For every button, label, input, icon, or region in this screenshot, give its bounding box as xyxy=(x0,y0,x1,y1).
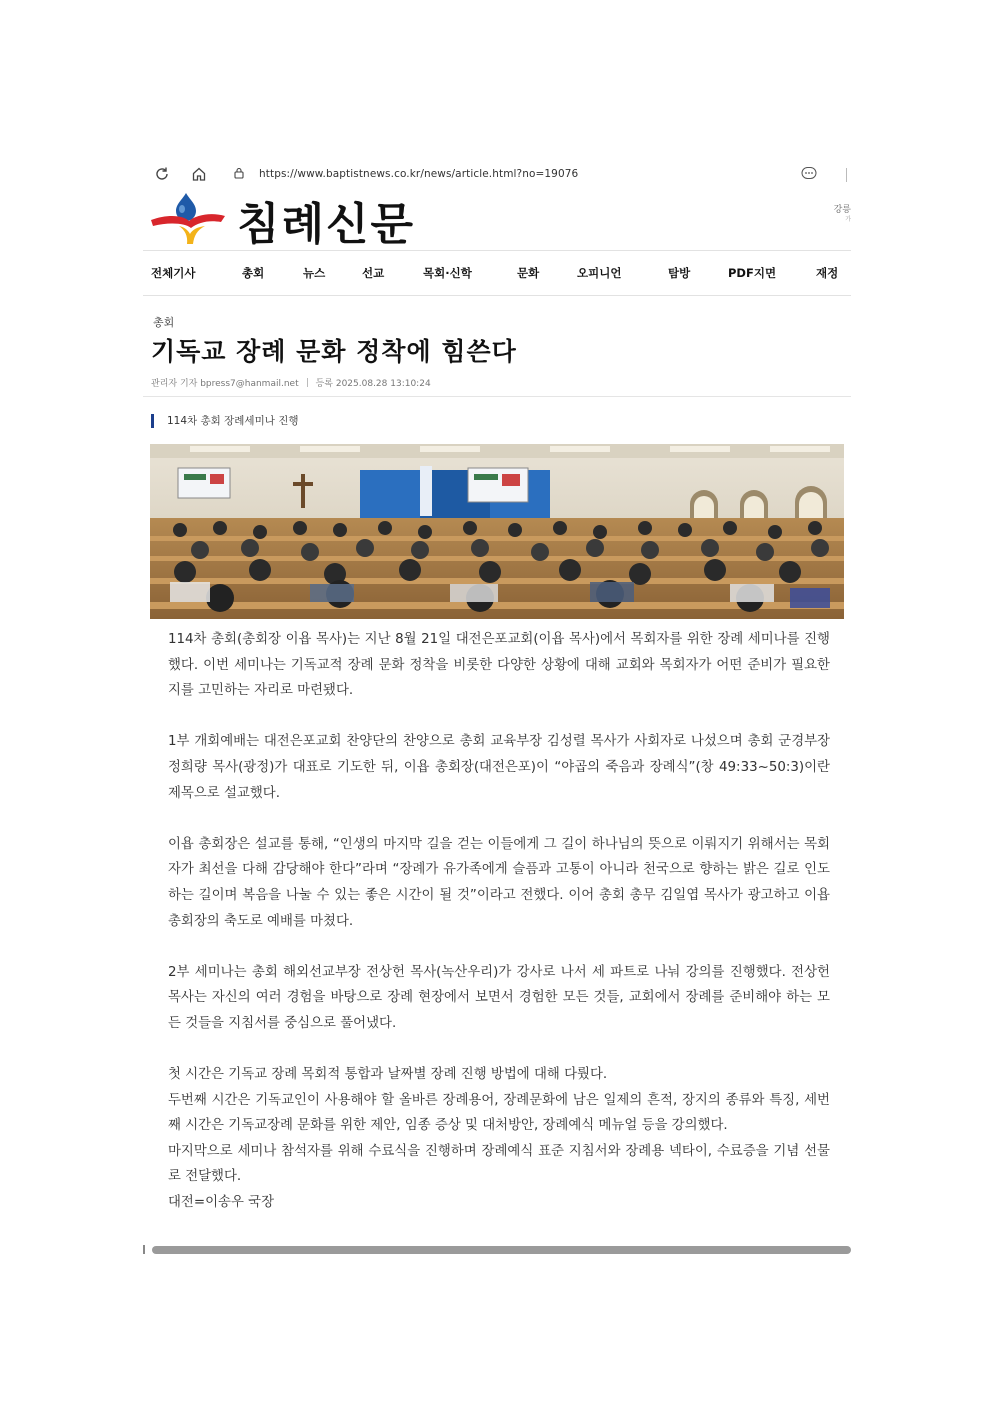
scrollbar-thumb[interactable] xyxy=(152,1246,851,1254)
article-paragraph: 114차 총회(총회장 이욥 목사)는 지난 8월 21일 대전은포교회(이욥 목사)에서 목회자를 위한 장례 세미나를 진행했다. 이번 세미나는 기독교적 장례 문화 정착을 비롯한 다양한 상황에 대해 교회와 목회자가 어떤 준비가 필요한 지를 고민하는 자리로 마련됐다. xyxy=(168,632,830,699)
article-paragraph: 두번째 시간은 기독교인이 사용해야 할 올바른 장례용어, 장례문화에 남은 일제의 흔적, 장지의 종류와 특징, 세번째 시간은 기독교장례 문화를 위한 제안, 임종 증상 및 대처방안, 장례예식 메뉴얼 등을 강의했다. xyxy=(168,1092,830,1134)
article-category[interactable]: 총회 xyxy=(153,316,175,329)
article-paragraph: 1부 개회예배는 대전은포교회 찬양단의 찬양으로 총회 교육부장 김성렬 목사가 사회자로 나섰으며 총회 군경부장 정희량 목사(광정)가 대표로 기도한 뒤, 이욥 총회장(대전은포)이 “야곱의 죽음과 장례식”(창 49:33~50:3)이란 제목으로 설교했다. xyxy=(168,734,830,801)
browser-frame xyxy=(143,164,851,1256)
article-byline: 대전=이송우 국장 xyxy=(168,1195,275,1211)
more-icon[interactable] xyxy=(801,166,817,183)
article-headline: 기독교 장례 문화 정착에 힘쓴다 xyxy=(151,337,517,366)
article-subheading: 114차 총회 장례세미나 진행 xyxy=(151,414,298,428)
article-paragraph: 첫 시간은 기독교 장례 목회적 통합과 날짜별 장례 진행 방법에 대해 다뤘다. xyxy=(168,1067,608,1083)
menu-item-all[interactable]: 전체기사 xyxy=(151,266,196,280)
region-link[interactable]: 강릉 xyxy=(833,205,851,215)
menu-item-news[interactable]: 뉴스 xyxy=(303,266,326,280)
meta-divider xyxy=(307,378,308,387)
article-body xyxy=(168,627,830,1216)
region-sub: 가 xyxy=(845,216,851,223)
menu-item-assembly[interactable]: 총회 xyxy=(242,266,265,280)
menu-item-visit[interactable]: 탐방 xyxy=(668,266,691,280)
menu-item-culture[interactable]: 문화 xyxy=(517,266,540,280)
toolbar-divider xyxy=(846,168,847,182)
lock-icon xyxy=(233,167,245,182)
seminar-photo-image xyxy=(150,444,844,619)
address-bar xyxy=(143,164,851,186)
article-paragraph: 2부 세미나는 총회 해외선교부장 전상헌 목사(녹산우리)가 강사로 나서 세 파트로 나눠 강의를 진행했다. 전상헌 목사는 자신의 여러 경험을 바탕으로 장례 현장에서 보면서 경험한 모든 것들, 교회에서 장례를 준비해야 하는 모든 것들을 지침서를 중심으로 풀어냈다. xyxy=(168,964,830,1031)
article-photo xyxy=(150,444,844,619)
main-menu xyxy=(143,250,851,296)
menu-item-pdf[interactable]: PDF지면 xyxy=(728,266,777,280)
article-paragraph: 이욥 총회장은 설교를 통해, “인생의 마지막 길을 걷는 이들에게 그 길이 하나님의 뜻으로 이뤄지기 위해서는 목회자가 최선을 다해 감당해야 한다”라며 “장례가 유가족에게 슬픔과 고통이 아니라 천국으로 향하는 밝은 길로 인도하는 길이며 복음을 나눌 수 있는 좋은 시간이 될 것”이라고 전했다. 이어 총회 총무 김일엽 목사가 광고하고 이욥 총회장의 축도로 예배를 마쳤다. xyxy=(168,836,830,929)
article-author: 관리자 기자 bpress7@hanmail.net xyxy=(151,379,299,389)
url-text: https://www.baptistnews.co.kr/news/article.html?no=19076 xyxy=(259,168,579,180)
logo-text[interactable]: 침례신문 xyxy=(237,199,416,250)
article-date: 등록 2025.08.28 13:10:24 xyxy=(315,379,431,389)
header-divider xyxy=(143,396,851,397)
menu-item-opinion[interactable]: 오피니언 xyxy=(577,266,622,280)
scrollbar-start-marker xyxy=(143,1245,145,1254)
horizontal-scrollbar[interactable] xyxy=(143,1245,851,1254)
menu-item-finance[interactable]: 재정 xyxy=(816,266,839,280)
menu-item-theology[interactable]: 목회·신학 xyxy=(423,266,472,280)
article-meta xyxy=(151,376,431,389)
article-paragraph: 마지막으로 세미나 참석자를 위해 수료식을 진행하며 장례예식 표준 지침서와 장례용 넥타이, 수료증을 기념 선물로 전달했다. xyxy=(168,1143,830,1185)
menu-item-mission[interactable]: 선교 xyxy=(362,266,385,280)
logo-icon[interactable] xyxy=(149,190,227,246)
reload-icon[interactable] xyxy=(153,166,171,184)
url-field[interactable] xyxy=(225,165,837,184)
home-icon[interactable] xyxy=(190,166,208,184)
masthead xyxy=(143,186,851,250)
